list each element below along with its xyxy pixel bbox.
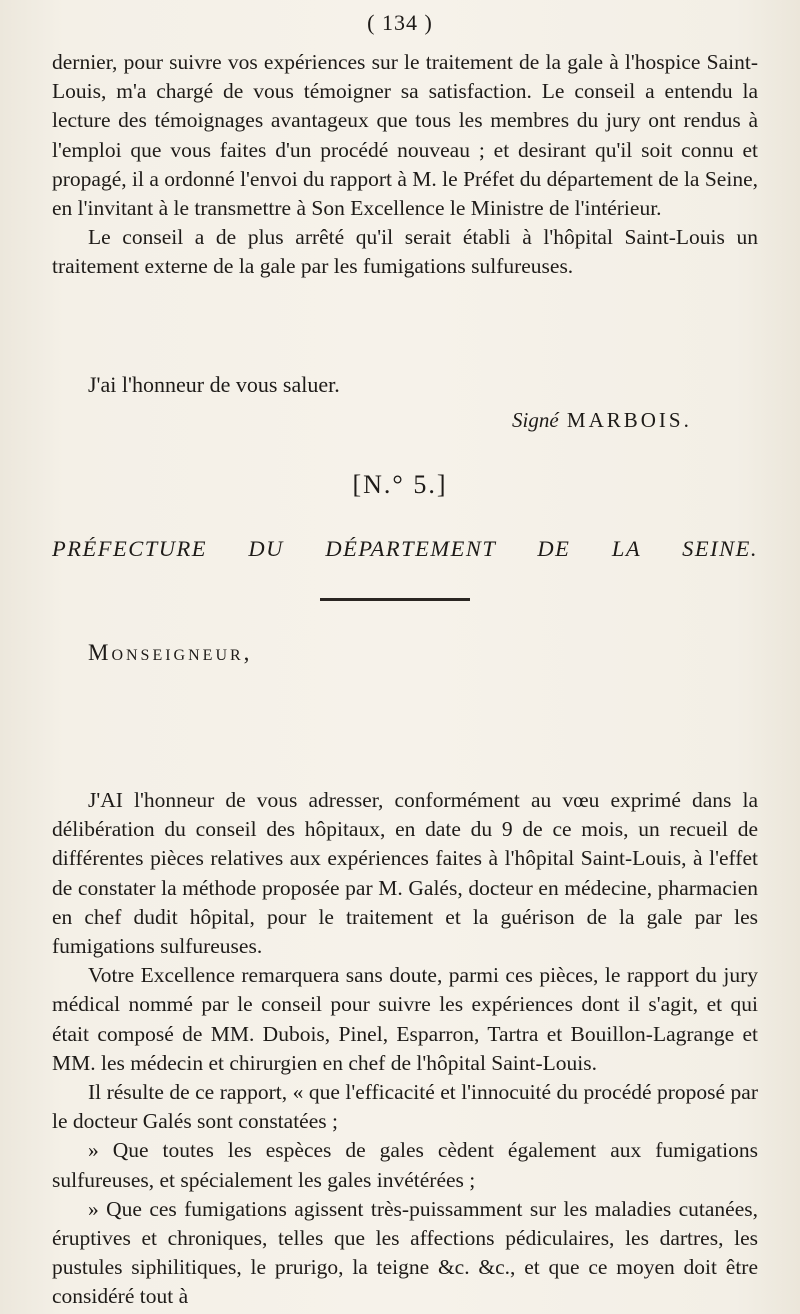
letter-address: Monseigneur,: [88, 640, 253, 665]
paragraph: Il résulte de ce rapport, « que l'efficacité et l'innocuité du procédé proposé par le docteur Galés sont constatées ;: [52, 1080, 758, 1134]
paragraph: J'AI l'honneur de vous adresser, conformément au vœu exprimé dans la délibération du conseil des hôpitaux, en date du 9 de ce mois, un recueil de différentes pièces relatives aux expériences faites à l'hôpital Saint-Louis, à l'effet de constater la méthode proposée par M. Galés, docteur en médecine, pharmacien en chef dudit hôpital, pour le traitement et la guérison de la gale par les fumigations sulfureuses.: [52, 788, 758, 959]
letter-body-bottom: [52, 786, 758, 1312]
paragraph: Votre Excellence remarquera sans doute, parmi ces pièces, le rapport du jury médical nommé par le conseil pour suivre les expériences dont il s'agit, et qui était composé de MM. Dubois, Pinel, Esparron, Tartra et Bouillon-Lagrange et MM. les médecin et chirurgien en chef de l'hôpital Saint-Louis.: [52, 963, 758, 1075]
closing-salutation: J'ai l'honneur de vous saluer.: [88, 372, 340, 397]
signature-prefix: Signé: [512, 408, 559, 432]
section-heading: PRÉFECTURE DU DÉPARTEMENT DE LA SEINE.: [52, 536, 758, 561]
divider-rule: [320, 598, 470, 601]
paragraph: Le conseil a de plus arrêté qu'il serait établi à l'hôpital Saint-Louis un traitement externe de la gale par les fumigations sulfureuses.: [52, 225, 758, 279]
signature: [512, 408, 692, 433]
signature-name: MARBOIS.: [566, 408, 692, 432]
paragraph: » Que ces fumigations agissent très-puissamment sur les maladies cutanées, éruptives et chroniques, telles que les affections pédiculaires, les dartres, les pustules siphilitiques, le prurigo, la teigne &c. &c., et que ce moyen doit être considéré tout à: [52, 1196, 758, 1309]
paragraph: dernier, pour suivre vos expériences sur le traitement de la gale à l'hospice Saint-Louis, m'a chargé de vous témoigner sa satisfaction. Le conseil a entendu la lecture des témoignages avantageux que tous les membres du jury ont rendus à l'emploi que vous faites d'un procédé nouveau ; et desirant qu'il soit connu et propagé, il a ordonné l'envoi du rapport à M. le Préfet du département de la Seine, en l'invitant à le transmettre à Son Excellence le Ministre de l'intérieur.: [52, 50, 758, 221]
document-number: [N.° 5.]: [352, 470, 448, 499]
letter-body-top: [52, 48, 758, 282]
paragraph: » Que toutes les espèces de gales cèdent également aux fumigations sulfureuses, et spécialement les gales invétérées ;: [52, 1138, 758, 1192]
page-number: ( 134 ): [367, 10, 433, 35]
